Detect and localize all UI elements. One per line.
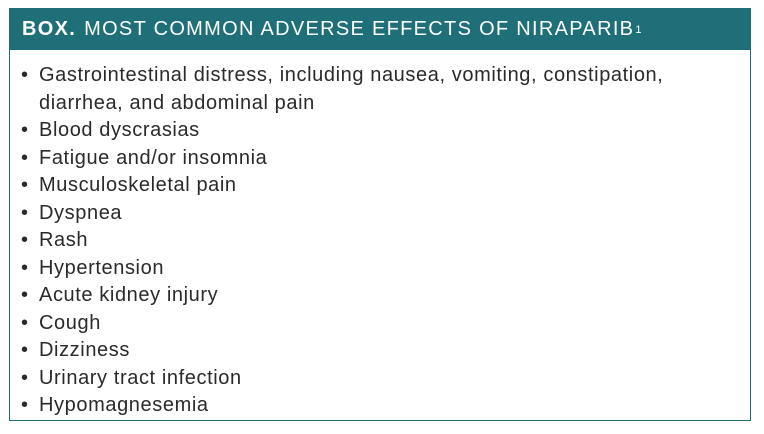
list-item-text: Hypertension [39,256,165,279]
list-item-text: Dizziness [39,339,130,361]
reference-superscript: 1 [635,23,642,36]
box-header [10,9,750,50]
list-item-text: Fatigue and/or insomnia [39,146,268,169]
list-item [10,255,750,283]
list-item-text: Urinary tract infection [39,366,242,389]
bullet-icon: • [21,119,29,141]
list-item-text: Dyspnea [39,201,123,224]
bullet-icon: • [21,311,29,334]
bullet-icon: • [21,394,29,416]
adverse-effects-list [10,50,750,420]
list-item [10,117,750,145]
list-item-text: Blood dyscrasias [39,119,200,141]
list-item [10,62,750,117]
list-item-text: Gastrointestinal distress, including nausea, vomiting, constipation, diarrhea, and abdominal pain [39,64,664,114]
bullet-icon: • [21,201,29,224]
bullet-icon: • [21,229,29,251]
list-item [10,282,750,310]
box-title: MOST COMMON ADVERSE EFFECTS OF NIRAPARIB [84,18,635,40]
list-item [10,172,750,200]
bullet-icon: • [21,256,29,279]
list-item-text: Cough [39,311,101,334]
bullet-icon: • [21,64,29,86]
list-item [10,392,750,420]
list-item-text: Hypomagnesemia [39,394,209,416]
bullet-icon: • [21,174,29,196]
list-item [10,200,750,228]
bullet-icon: • [21,339,29,361]
box-label: BOX. [22,18,77,40]
bullet-icon: • [21,366,29,389]
list-item [10,337,750,365]
list-item [10,227,750,255]
list-item-text: Musculoskeletal pain [39,174,237,196]
list-item [10,365,750,393]
list-item [10,310,750,338]
adverse-effects-box [9,8,751,421]
list-item-text: Rash [39,229,89,251]
list-item [10,145,750,173]
bullet-icon: • [21,284,29,306]
list-item-text: Acute kidney injury [39,284,219,306]
bullet-icon: • [21,146,29,169]
